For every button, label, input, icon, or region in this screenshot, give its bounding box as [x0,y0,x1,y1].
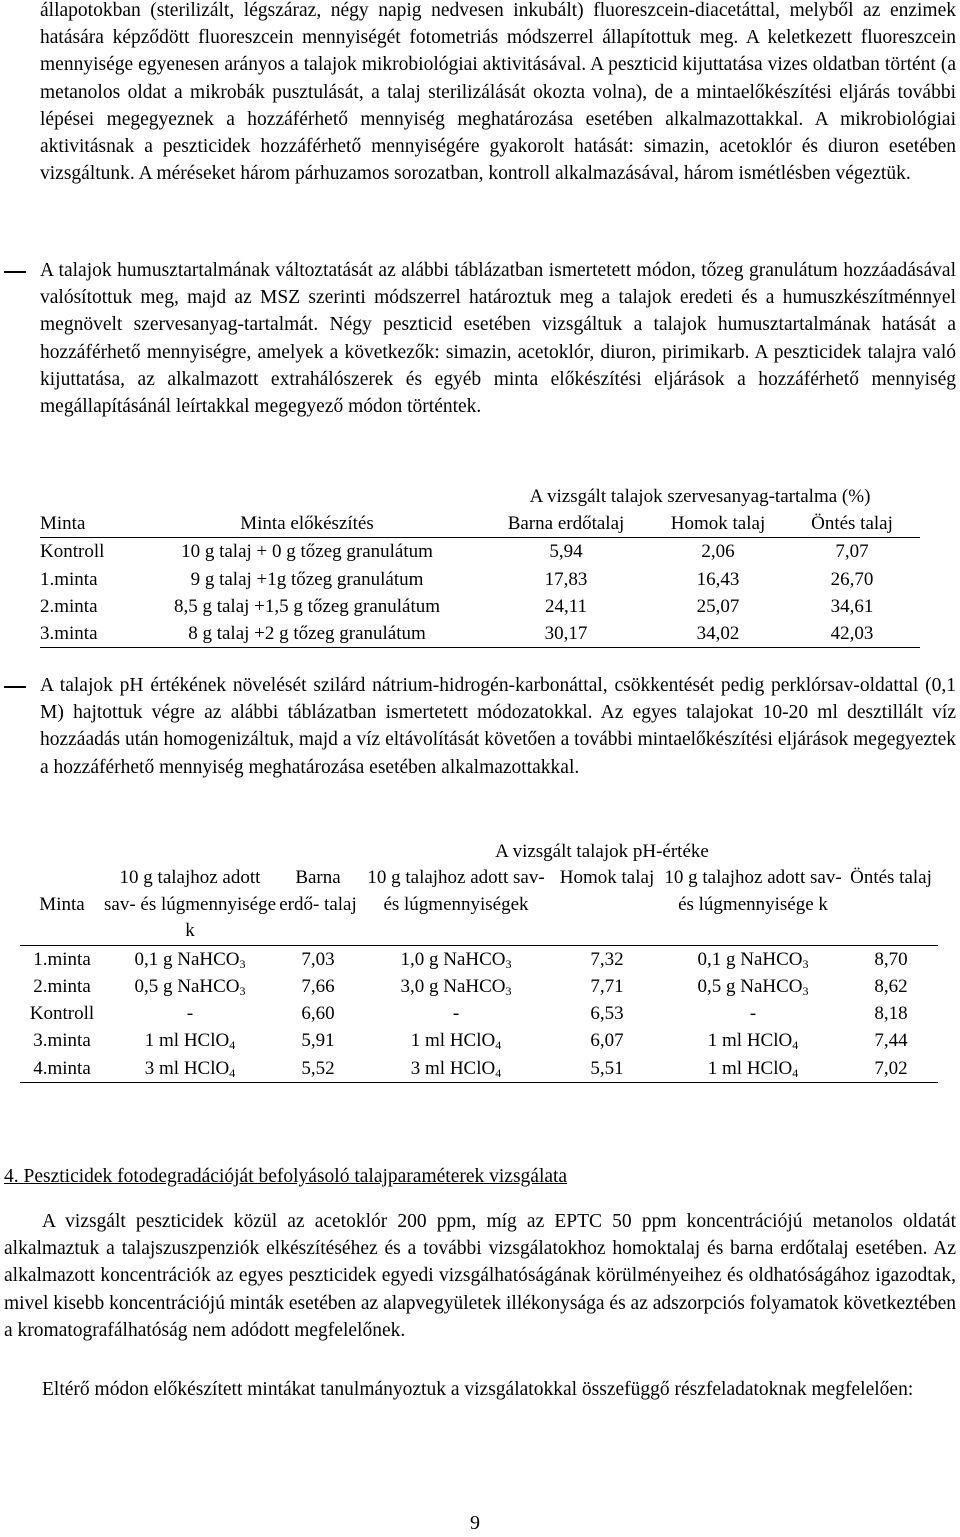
table1-header-prep: Minta előkészítés [240,513,374,535]
cell-minta: 2.minta [33,975,91,997]
cell-minta: 3.minta [40,623,98,645]
cell-minta: 2.minta [40,595,98,617]
subscript: 3 [802,983,809,998]
table1-header-ontes: Öntés talaj [811,513,893,535]
cell-add3 [662,973,844,1000]
table2-header-barna: Barna erdő- talaj [279,867,357,915]
cell-add3 [662,946,844,973]
cell-barna: 17,83 [544,568,588,590]
cell-add3-text: 0,1 g NaHCO [697,948,803,970]
paragraph-ph-adjustment: A talajok pH értékének növelését szilárd nátrium-hidrogén-karbonáttal, csökkentését pedig perklórsav-oldattal (0,1 M) hajtottuk végre az alábbi táblázatban ismertetett módozatokkal. Az egyes talajokat 10-20 ml desztillált víz hozzáadás után homogenizáltuk, majd a víz eltávolítását követően a további mintaelőkészítési eljárások megegyeztek a hozzáférhető mennyiség meghatározása esetében alkalmazottakkal. [40,675,956,778]
bullet-dash [4,271,26,273]
paragraph-section4-text: A vizsgált peszticidek közül az acetoklór 200 ppm, míg az EPTC 50 ppm koncentrációjú metanolos oldatát alkalmaztuk a talajszuszpenziók elkészítéséhez és a további vizsgálatokhoz homoktalaj és barna erdőtalaj esetében. Az alkalmazott koncentrációk az egyes peszticidek egyedi vizsgálhatóságának körülményeihez és oldhatóságához igazodtak, mivel kisebb koncentrációjú minták esetében az alapvegyületek illékonysága és az adszorpciós folyamatok következtében a kromatografálhatóság nem adódott megfelelőnek. [4,1211,956,1341]
cell-add1 [104,1027,276,1054]
cell-ontes: 8,62 [874,975,908,997]
cell-add3 [662,1000,844,1027]
cell-barna: 5,52 [301,1057,335,1079]
cell-add2-text: 1 ml HClO [410,1030,496,1052]
cell-minta: 1.minta [40,568,98,590]
cell-add2 [360,973,552,1000]
cell-homok: 2,06 [701,541,735,563]
cell-homok: 6,07 [590,1030,624,1052]
cell-homok: 6,53 [590,1003,624,1025]
paragraph-section4-intro [4,1208,956,1344]
table-row [40,620,920,648]
bullet-dash [4,686,26,688]
cell-ontes: 34,61 [830,595,874,617]
cell-add1 [104,1055,276,1083]
section-4-heading: 4. Peszticidek fotodegradációját befolyásoló talajparaméterek vizsgálata [4,1166,568,1187]
cell-homok: 7,71 [590,975,624,997]
subscript: 3 [239,983,246,998]
cell-ontes: 7,44 [874,1030,908,1052]
cell-prep: 8,5 g talaj +1,5 g tőzeg granulátum [173,595,441,617]
subscript: 4 [495,1065,502,1080]
table2-header-homok: Homok talaj [559,867,655,889]
table2-header-ontes: Öntés talaj [850,867,932,889]
paragraph-sample-prep [4,1376,956,1403]
cell-add1 [104,973,276,1000]
cell-add2-text: 3,0 g NaHCO [400,975,506,997]
table1-header-barna: Barna erdőtalaj [507,513,625,535]
subscript: 4 [229,1038,236,1053]
cell-minta: Kontroll [40,541,105,563]
subscript: 4 [229,1065,236,1080]
cell-ontes: 26,70 [830,568,874,590]
cell-ontes: 7,02 [874,1057,908,1079]
table-ph-values [20,838,938,1083]
cell-add2 [360,1000,552,1027]
cell-add3-text: 1 ml HClO [707,1057,793,1079]
cell-minta: Kontroll [29,1003,95,1025]
cell-add1-text: 1 ml HClO [144,1030,230,1052]
cell-homok: 5,51 [590,1057,624,1079]
cell-add3 [662,1055,844,1083]
cell-add2 [360,1027,552,1054]
cell-add2-text: 1,0 g NaHCO [400,948,506,970]
table-row [40,538,920,565]
cell-homok: 25,07 [696,595,740,617]
table-row [40,566,920,593]
cell-add2-text: 3 ml HClO [410,1057,496,1079]
table2-header-add3: 10 g talajhoz adott sav- és lúgmennyisége k [664,867,842,915]
table-row [20,1000,938,1027]
table-row [20,1027,938,1054]
cell-add1 [104,946,276,973]
paragraph-fda-method: állapotokban (sterilizált, légszáraz, négy napig nedvesen inkubált) fluoreszcein-diacetáttal, melyből az enzimek hatására képződött fluoreszcein mennyiségét fotometriás módszerrel állapítottuk meg. A keletkezett fluoreszcein mennyisége egyenesen arányos a talajok mikrobiológiai aktivitásával. A peszticid kijuttatása vizes oldatban történt (a metanolos oldat a mikrobák pusztulását, a talaj sterilizálását okozta volna), de a mintaelőkészítési eljárás további lépései megegyeznek a hozzáférhető mennyiség meghatározása esetében alkalmazottakkal. A mikrobiológiai aktivitásnak a peszticidek hozzáférhető mennyiségére gyakorolt hatását: simazin, acetoklór és diuron esetében vizsgáltunk. A méréseket három párhuzamos sorozatban, kontroll alkalmazásával, három ismétlésben végeztük. [40,0,956,185]
cell-barna: 7,66 [301,975,335,997]
cell-add3-text: 0,5 g NaHCO [697,975,803,997]
cell-add1-text: 0,5 g NaHCO [134,975,240,997]
table-row [40,593,920,620]
cell-add2 [360,946,552,973]
cell-add2-text: - [452,1003,460,1025]
cell-prep: 9 g talaj +1g tőzeg granulátum [190,568,424,590]
subscript: 3 [505,983,512,998]
table1-header-homok: Homok talaj [670,513,766,535]
table2-group-header: A vizsgált talajok pH-értéke [495,841,709,862]
cell-barna: 6,60 [301,1003,335,1025]
cell-minta: 3.minta [33,1030,91,1052]
cell-add3 [662,1027,844,1054]
cell-ontes: 42,03 [830,623,874,645]
cell-ontes: 7,07 [835,541,869,563]
cell-minta: 1.minta [33,948,91,970]
subscript: 4 [495,1038,502,1053]
cell-minta: 4.minta [33,1057,91,1079]
paragraph-sample-prep-text: Eltérő módon előkészített mintákat tanulmányoztuk a vizsgálatokkal összefüggő részfeladatoknak megfelelően: [42,1379,914,1400]
table-row [20,946,938,973]
cell-ontes: 8,70 [874,948,908,970]
cell-prep: 8 g talaj +2 g tőzeg granulátum [188,623,426,645]
cell-barna: 30,17 [544,623,588,645]
table1-group-header: A vizsgált talajok szervesanyag-tartalma (%) [529,486,871,507]
table-row [20,1055,938,1083]
cell-barna: 24,11 [544,595,588,617]
cell-barna: 7,03 [301,948,335,970]
subscript: 3 [802,956,809,971]
cell-homok: 34,02 [696,623,740,645]
table2-header-add2: 10 g talajhoz adott sav- és lúgmennyiségek [367,867,545,915]
table2-header-minta: Minta [39,893,85,915]
paragraph-humus-content: A talajok humusztartalmának változtatását az alábbi táblázatban ismertetett módon, tőzeg granulátum hozzáadásával valósítottuk meg, majd az MSZ szerinti módszerrel határoztuk meg a talajok eredeti és a humuszkészítménnyel megnövelt szervesanyag-tartalmát. Négy peszticid esetében vizsgáltuk a talajok humusztartalmának hatását a hozzáférhető mennyiségre, amelyek a következők: simazin, acetoklór, diuron, pirimikarb. A peszticidek talajra való kijuttatása, az alkalmazott extrahálószerek és egyéb minta előkészítési eljárások a hozzáférhető mennyiség megállapításánál leírtakkal megegyező módon történtek. [40,260,956,418]
cell-homok: 7,32 [590,948,624,970]
cell-barna: 5,94 [549,541,583,563]
table2-header-add1: 10 g talajhoz adott sav- és lúgmennyisége k [104,867,277,942]
cell-barna: 5,91 [301,1030,335,1052]
cell-homok: 16,43 [696,568,740,590]
subscript: 4 [792,1065,799,1080]
cell-ontes: 8,18 [874,1003,908,1025]
cell-add1-text: - [186,1003,194,1025]
cell-add1-text: 3 ml HClO [144,1057,230,1079]
cell-add1 [104,1000,276,1027]
subscript: 3 [239,956,246,971]
subscript: 3 [505,956,512,971]
cell-add1-text: 0,1 g NaHCO [134,948,240,970]
cell-add2 [360,1055,552,1083]
table-row [20,973,938,1000]
table-organic-matter [40,483,920,648]
page-number: 9 [470,1512,480,1534]
cell-add3-text: 1 ml HClO [707,1030,793,1052]
table1-header-minta: Minta [40,513,86,535]
subscript: 4 [792,1038,799,1053]
cell-prep: 10 g talaj + 0 g tőzeg granulátum [181,541,433,563]
cell-add3-text: - [749,1003,757,1025]
